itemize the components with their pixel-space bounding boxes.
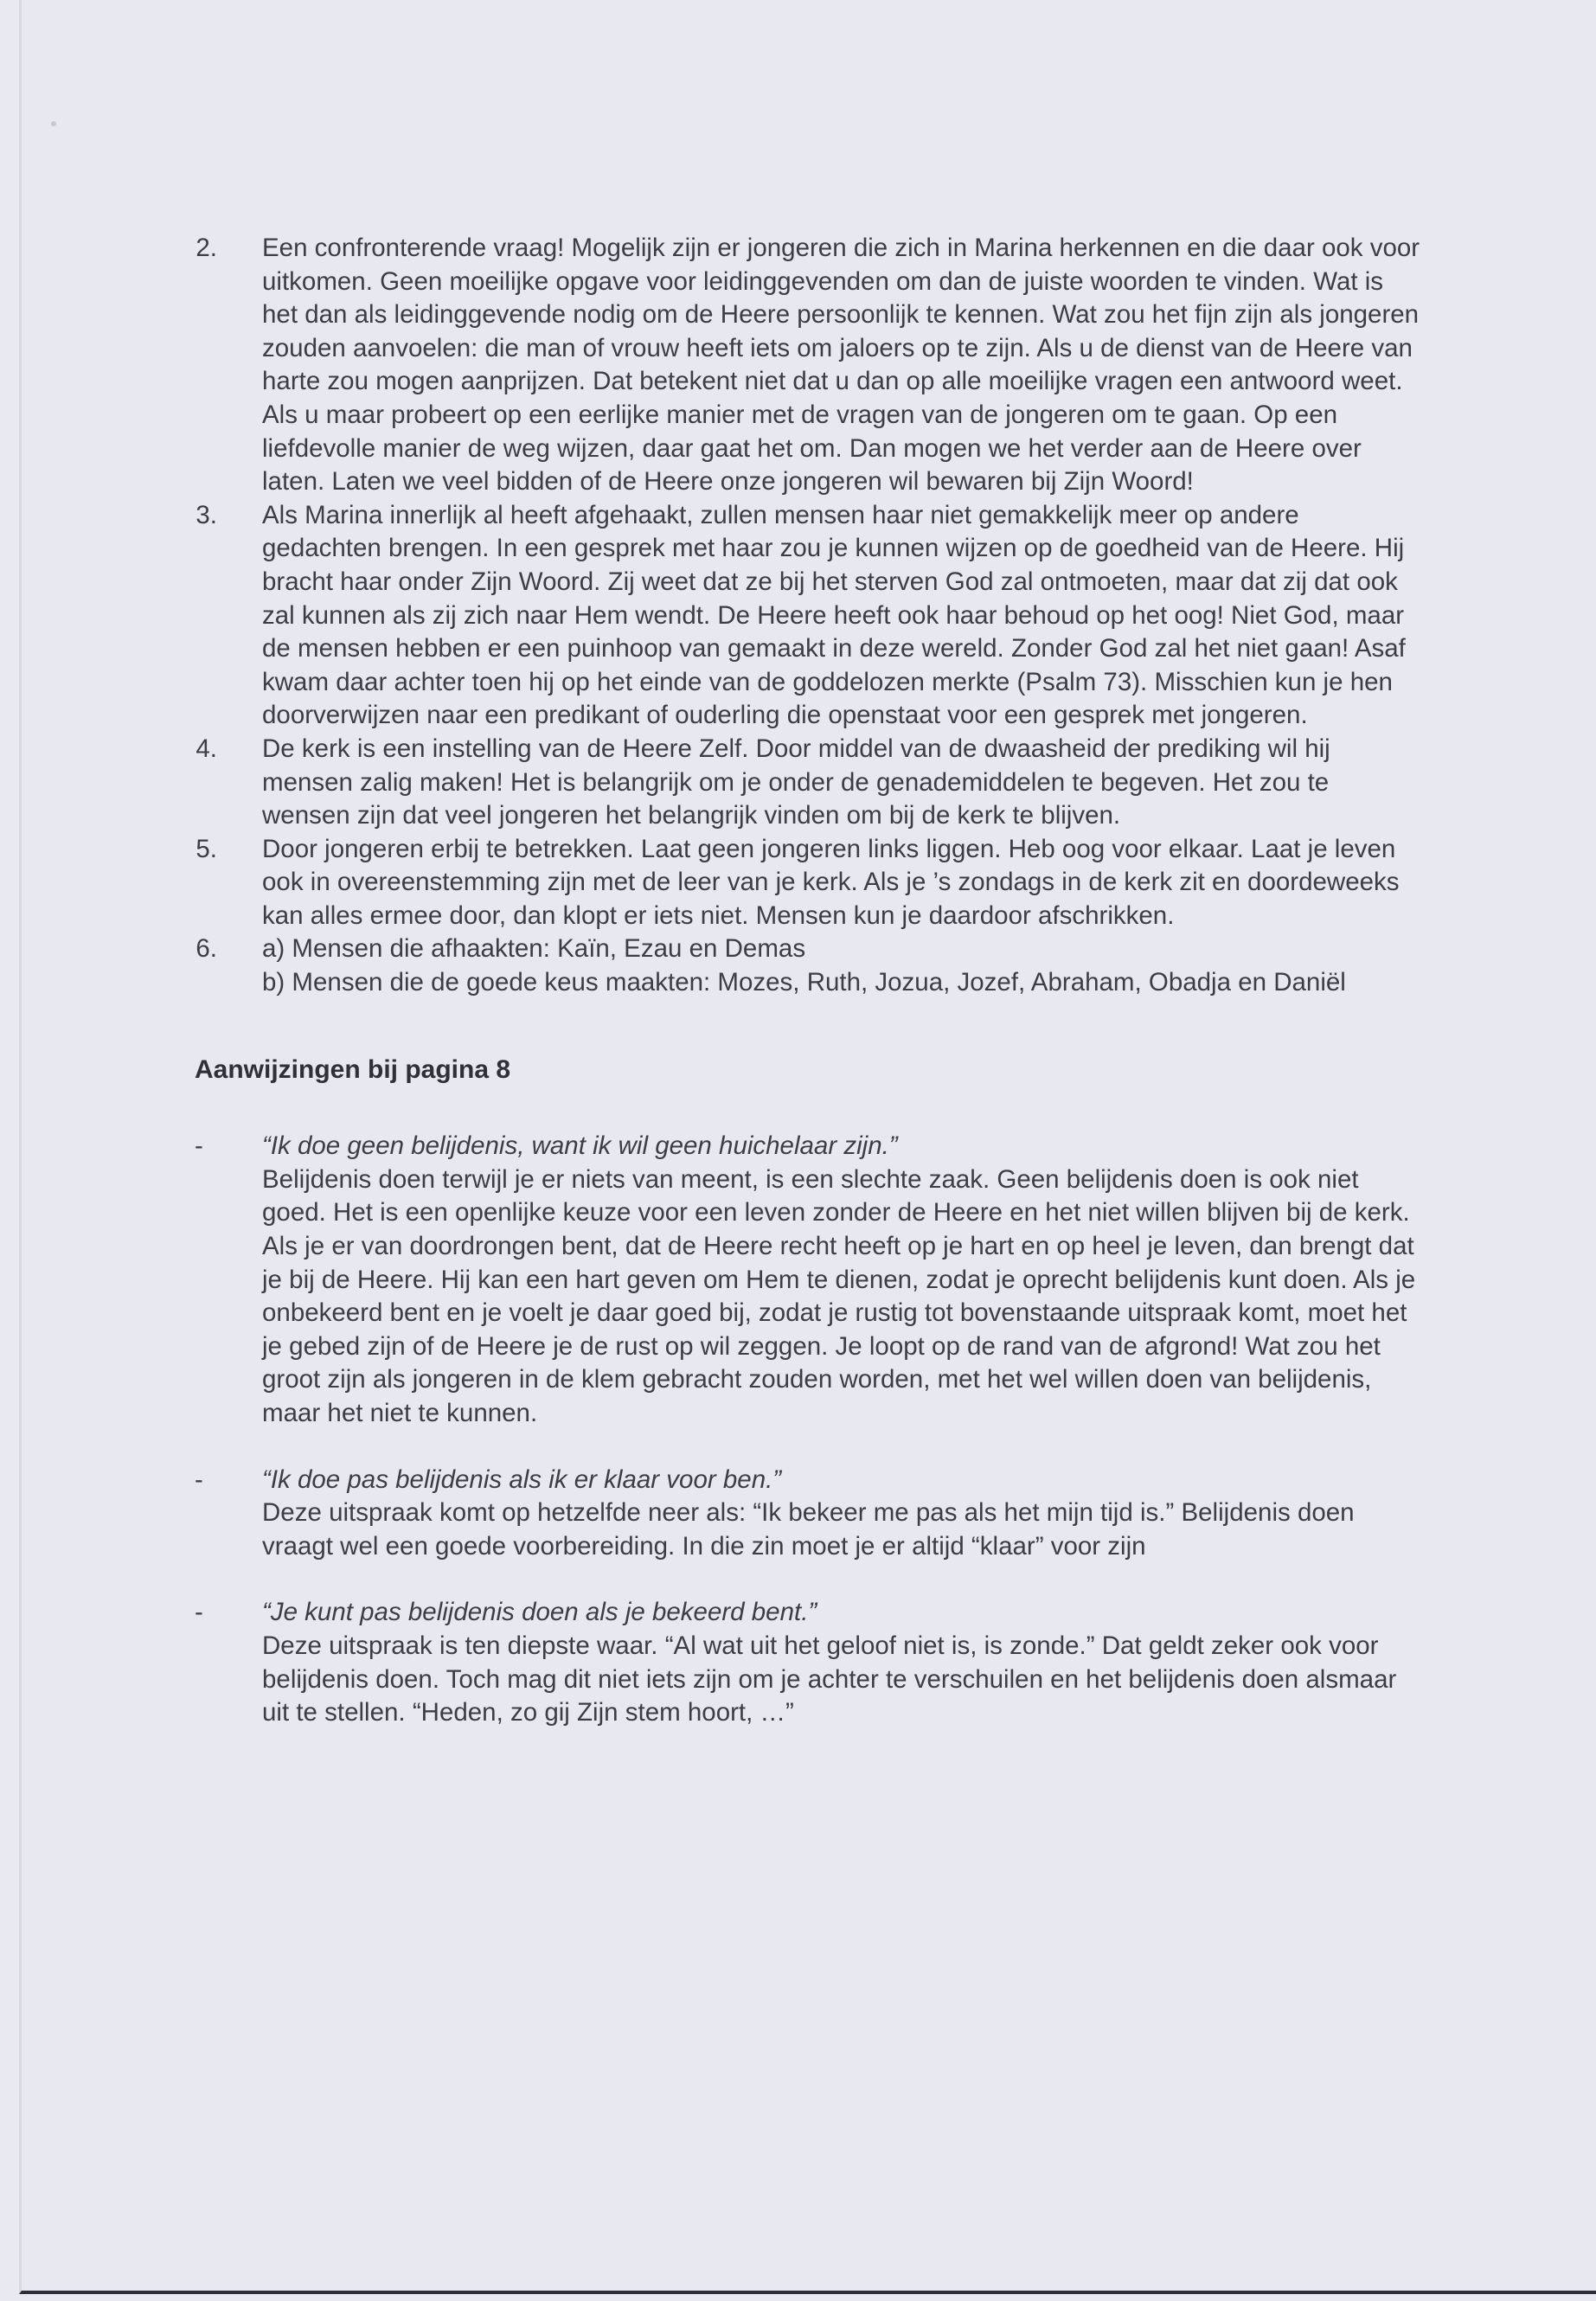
item-text: De kerk is een instelling van de Heere Zelf. Door middel van de dwaasheid der prediking wil hij mensen zalig maken! Het is belangrijk om je onder de genademiddelen te begeven. Het zou te wensen zijn dat veel jongeren het belangrijk vinden om bij de kerk te blijven. [262,734,1330,830]
note-bullet: - [195,1131,203,1161]
scan-speck [51,121,56,126]
item-number: 4. [195,734,217,763]
item-number: 5. [195,834,217,863]
note-text: Deze uitspraak is ten diepste waar. “Al wat uit het geloof niet is, is zonde.” Dat geldt zeker ook voor belijdenis doen. Toch mag dit niet iets zijn om je achter te verschuilen en het belijdenis doen alsmaar uit te stellen. “Heden, zo gij Zijn stem hoort, …” [262,1631,1397,1727]
note-quote: “Je kunt pas belijdenis doen als je bekeerd bent.” [262,1598,817,1627]
list-item-6 [195,933,1423,999]
item-number: 3. [195,500,217,529]
section-heading: Aanwijzingen bij pagina 8 [195,1054,511,1084]
item-text: Als Marina innerlijk al heeft afgehaakt, zullen mensen haar niet gemakkelijk meer op andere gedachten brengen. In een gesprek met haar zou je kunnen wijzen op de goedheid van de Heere. Hij bracht haar onder Zijn Woord. Zij weet dat ze bij het sterven God zal ontmoeten, maar dat zij dat ook zal kunnen als zij zich naar Hem wendt. De Heere heeft ook haar behoud op het oog! Niet God, maar de mensen hebben er een puinhoop van gemaakt in deze wereld. Zonder God zal het niet gaan! Asaf kwam daar achter toen hij op het einde van de goddelozen merkte (Psalm 73). Misschien kun je hen doorverwijzen naar een predikant of ouderling die openstaat voor een gesprek met jongeren. [262,500,1406,730]
note-item-3 [195,1596,1423,1729]
item-text: Door jongeren erbij te betrekken. Laat geen jongeren links liggen. Heb oog voor elkaar. Laat je leven ook in overeenstemming zijn met de leer van je kerk. Als je ’s zondags in de kerk zit en doordeweeks kan alles ermee door, dan klopt er iets niet. Mensen kun je daardoor afschrikken. [262,834,1400,930]
item-line-b: b) Mensen die de goede keus maakten: Mozes, Ruth, Jozua, Jozef, Abraham, Obadja en Daniël [262,968,1346,997]
note-text: Deze uitspraak komt op hetzelfde neer als: “Ik bekeer me pas als het mijn tijd is.” Belijdenis doen vraagt wel een goede voorbereiding. In die zin moet je er altijd “klaar” voor zijn [262,1498,1355,1561]
list-item-5 [195,833,1423,933]
note-quote: “Ik doe geen belijdenis, want ik wil geen huichelaar zijn.” [262,1131,898,1161]
note-bullet: - [195,1598,203,1627]
document-page [19,0,1596,2294]
note-quote: “Ik doe pas belijdenis als ik er klaar voor ben.” [262,1465,782,1494]
item-text: Een confronterende vraag! Mogelijk zijn er jongeren die zich in Marina herkennen en die daar ook voor uitkomen. Geen moeilijke opgave voor leidinggevenden om dan de juiste woorden te vinden. Wat is het dan als leidinggevende nodig om de Heere persoonlijk te kennen. Wat zou het fijn zijn als jongeren zouden aanvoelen: die man of vrouw heeft iets om jaloers op te zijn. Als u de dienst van de Heere van harte zou mogen aanprijzen. Dat betekent niet dat u dan op alle moeilijke vragen een antwoord weet. Als u maar probeert op een eerlijke manier met de vragen van de jongeren om te gaan. Op een liefdevolle manier de weg wijzen, daar gaat het om. Dan mogen we het verder aan de Heere over laten. Laten we veel bidden of de Heere onze jongeren wil bewaren bij Zijn Woord! [262,234,1420,497]
note-bullet: - [195,1465,203,1494]
list-item-4 [195,733,1423,833]
note-item-1 [195,1130,1423,1430]
note-text: Belijdenis doen terwijl je er niets van meent, is een slechte zaak. Geen belijdenis doen is ook niet goed. Het is een openlijke keuze voor een leven zonder de Heere en het niet willen blijven bij de kerk. Als je er van doordrongen bent, dat de Heere recht heeft op je hart en op heel je leven, dan brengt dat je bij de Heere. Hij kan een hart geven om Hem te dienen, zodat je oprecht belijdenis kunt doen. Als je onbekeerd bent en je voelt je daar goed bij, zodat je rustig tot bovenstaande uitspraak komt, moet het je gebed zijn of de Heere je de rust op wil zeggen. Je loopt op de rand van de afgrond! Wat zou het groot zijn als jongeren in de klem gebracht zouden worden, met het wel willen doen van belijdenis, maar het niet te kunnen. [262,1164,1416,1427]
list-item-2 [195,232,1423,499]
page-content [195,232,1423,1763]
item-number: 6. [195,934,217,964]
note-item-2 [195,1464,1423,1564]
item-line-a: a) Mensen die afhaakten: Kaïn, Ezau en Demas [262,934,806,964]
item-number: 2. [195,234,217,262]
list-item-3 [195,499,1423,733]
